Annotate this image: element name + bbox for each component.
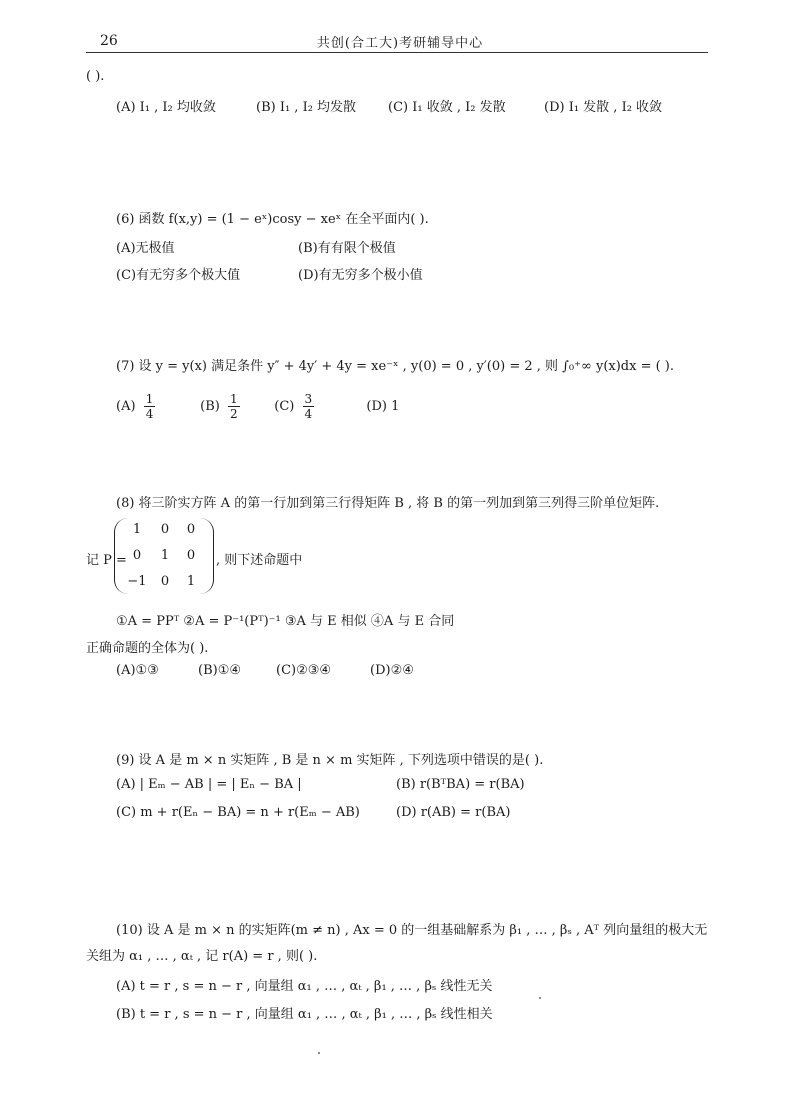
matrix-cell: 1 (160, 548, 170, 563)
matrix-cell: 0 (186, 548, 196, 563)
page-number: 26 (100, 33, 118, 49)
matrix-cell: 1 (132, 522, 142, 537)
q8-option-b: (B)①④ (198, 663, 242, 678)
matrix-cell: 0 (160, 574, 170, 589)
q10-stem: (10) 设 A 是 m × n 的实矩阵(m ≠ n) , Ax = 0 的一组基础解系为 β₁ , … , βₛ , Aᵀ 列向量组的极大无 (116, 923, 708, 938)
q7-option-a (116, 392, 196, 421)
matrix-cell: 0 (160, 522, 170, 537)
q7-option-c (274, 392, 362, 421)
q7-option-c-label: (C) (274, 399, 295, 414)
q9-stem: (9) 设 A 是 m × n 实矩阵 , B 是 n × m 实矩阵 , 下列选项中错误的是( ). (116, 753, 544, 768)
q9-option-a: (A) | Eₘ − AB | = | Eₙ − BA | (116, 777, 302, 792)
q8-matrix-prefix: 记 P = (86, 553, 127, 568)
header-rule (86, 52, 708, 53)
q5-option-d: (D) I₁ 发散 , I₂ 收敛 (544, 100, 663, 115)
q6-option-c: (C)有无穷多个极大值 (116, 268, 241, 283)
q5-option-b: (B) I₁ , I₂ 均发散 (256, 100, 357, 115)
q7-option-b (200, 392, 270, 421)
q7-option-b-label: (B) (200, 399, 220, 414)
q10-stem-continued: 关组为 α₁ , … , αₜ , 记 r(A) = r , 则( ). (86, 949, 318, 964)
q7-option-b-fraction (228, 392, 240, 421)
q8-option-d: (D)②④ (370, 663, 414, 678)
q8-ask: 正确命题的全体为( ). (86, 641, 209, 656)
q7-a-den: 4 (145, 407, 154, 421)
q5-option-c: (C) I₁ 收敛 , I₂ 发散 (388, 100, 506, 115)
scan-speck (539, 997, 541, 999)
q7-c-num: 3 (304, 392, 313, 406)
q7-c-den: 4 (304, 407, 313, 421)
q8-stem: (8) 将三阶实方阵 A 的第一行加到第三行得矩阵 B , 将 B 的第一列加到第三列得三阶单位矩阵. (116, 496, 660, 511)
q8-option-a: (A)①③ (116, 663, 159, 678)
scan-speck (318, 1052, 320, 1054)
q7-options (116, 392, 399, 421)
q7-b-num: 1 (229, 392, 238, 406)
matrix-cell: 1 (186, 574, 196, 589)
q6-option-b: (B)有有限个极值 (298, 241, 396, 256)
q7-stem: (7) 设 y = y(x) 满足条件 y″ + 4y′ + 4y = xe⁻ˣ , y(0) = 0 , y′(0) = 2 , 则 ∫₀⁺∞ y(x)dx = ( ). (116, 359, 675, 374)
matrix-cell: 0 (186, 522, 196, 537)
q9-option-b: (B) r(BᵀBA) = r(BA) (396, 777, 525, 792)
matrix-cell: −1 (127, 574, 147, 589)
q7-b-den: 2 (229, 407, 238, 421)
q5-tail: ( ). (86, 69, 105, 84)
q6-option-d: (D)有无穷多个极小值 (298, 268, 423, 283)
q7-a-num: 1 (145, 392, 154, 406)
q7-option-a-fraction (144, 392, 156, 421)
q8-matrix-p (114, 518, 214, 594)
q7-option-c-fraction (303, 392, 315, 421)
q7-option-a-label: (A) (116, 399, 136, 414)
q5-option-a: (A) I₁ , I₂ 均收敛 (116, 100, 216, 115)
q7-option-d: (D) 1 (366, 399, 400, 414)
q9-option-c: (C) m + r(Eₙ − BA) = n + r(Eₘ − AB) (116, 805, 360, 820)
q8-option-c: (C)②③④ (276, 663, 332, 678)
q6-option-a: (A)无极值 (116, 241, 175, 256)
q8-matrix-suffix: , 则下述命题中 (216, 553, 303, 568)
header-title: 共创(合工大)考研辅导中心 (316, 36, 484, 51)
q9-option-d: (D) r(AB) = r(BA) (396, 805, 511, 820)
q10-option-a: (A) t = r , s = n − r , 向量组 α₁ , … , αₜ , β₁ , … , βₛ 线性无关 (116, 979, 493, 994)
q6-stem: (6) 函数 f(x,y) = (1 − eˣ)cosy − xeˣ 在全平面内( ). (116, 212, 429, 227)
matrix-cell: 0 (132, 548, 142, 563)
q8-statements: ①A = PPᵀ ②A = P⁻¹(Pᵀ)⁻¹ ③A 与 E 相似 ④A 与 E 合同 (116, 614, 455, 629)
q10-option-b: (B) t = r , s = n − r , 向量组 α₁ , … , αₜ , β₁ , … , βₛ 线性相关 (116, 1007, 493, 1022)
